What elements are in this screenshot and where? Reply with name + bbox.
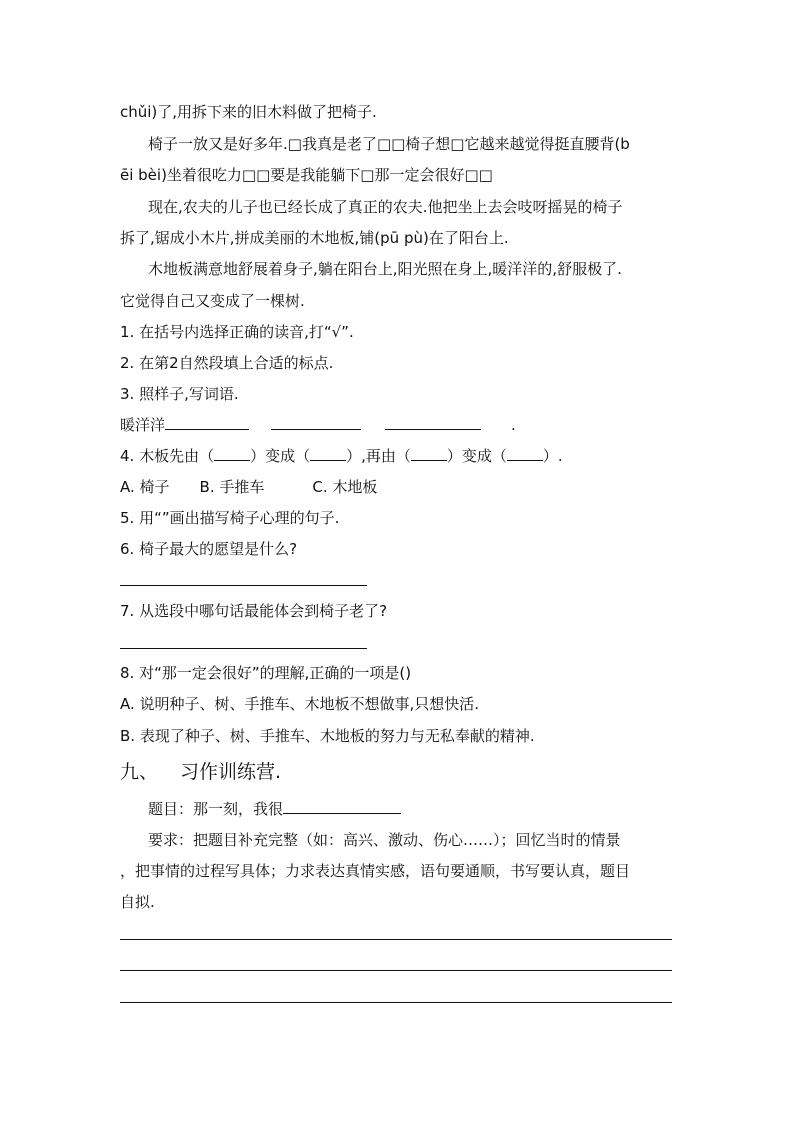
passage-p1-tail: chǔi)了,用拆下来的旧木料做了把椅子.	[120, 103, 377, 121]
q7-answer-line[interactable]	[120, 648, 367, 649]
passage-p4-line2: 它觉得自己又变成了一棵树.	[120, 292, 305, 310]
question-8: 8. 对“那一定会很好”的理解,正确的一项是()	[120, 664, 412, 682]
essay-topic	[148, 799, 401, 819]
passage-p2-line2: ēi bèi)坐着很吃力□□要是我能躺下□那一定会很好□□	[120, 166, 493, 184]
section-9-title: 习作训练营.	[180, 761, 282, 783]
q8-option-a: A. 说明种子、树、手推车、木地板不想做事,只想快活.	[120, 695, 480, 713]
q6-answer-line[interactable]	[120, 585, 367, 586]
passage-p2-line1: 椅子一放又是好多年.□我真是老了□□椅子想□它越来越觉得挺直腰背(b	[148, 135, 630, 153]
q3-example-word: 暖洋洋	[120, 416, 166, 434]
q8-option-b: B. 表现了种子、树、手推车、木地板的努力与无私奉献的精神.	[120, 727, 535, 745]
question-4	[120, 446, 563, 466]
essay-requirements-line3: 自拟.	[120, 893, 155, 911]
q3-blank-3[interactable]	[385, 415, 481, 430]
question-6: 6. 椅子最大的愿望是什么?	[120, 540, 298, 558]
question-1: 1. 在括号内选择正确的读音,打“√”.	[120, 323, 354, 341]
passage-p4-line1: 木地板满意地舒展着身子,躺在阳台上,阳光照在身上,暖洋洋的,舒服极了.	[148, 260, 622, 278]
question-4-options	[120, 477, 377, 497]
q4-blank-3[interactable]	[411, 446, 447, 461]
q3-end-mark: .	[511, 416, 516, 434]
essay-requirements-line1: 要求：把题目补充完整（如：高兴、激动、伤心……）；回忆当时的情景	[148, 831, 621, 849]
q3-blank-1[interactable]	[165, 415, 249, 430]
q4-text-e: ）.	[542, 447, 563, 465]
q4-blank-4[interactable]	[507, 446, 543, 461]
q4-option-c: C. 木地板	[312, 478, 378, 496]
passage-p3-line1: 现在,农夫的儿子也已经长成了真正的农夫.他把坐上去会吱呀摇晃的椅子	[148, 198, 623, 216]
section-9-number: 九、	[120, 761, 159, 783]
section-9-heading	[120, 760, 281, 784]
essay-topic-blank[interactable]	[283, 799, 401, 814]
question-7: 7. 从选段中哪句话最能体会到椅子老了?	[120, 602, 388, 620]
essay-writing-line-1[interactable]	[120, 939, 672, 940]
q4-text-d: ）变成（	[446, 447, 507, 465]
q4-blank-2[interactable]	[310, 446, 346, 461]
essay-writing-line-2[interactable]	[120, 970, 672, 971]
q4-option-b: B. 手推车	[199, 478, 265, 496]
q4-text-a: 4. 木板先由（	[120, 447, 215, 465]
q4-option-a: A. 椅子	[120, 478, 170, 496]
question-3-answer-row	[120, 415, 516, 435]
q4-text-c: ）,再由（	[346, 447, 411, 465]
question-3: 3. 照样子,写词语.	[120, 385, 239, 403]
question-2: 2. 在第2自然段填上合适的标点.	[120, 354, 334, 372]
q4-blank-1[interactable]	[214, 446, 250, 461]
essay-topic-label: 题目：那一刻，我很	[148, 800, 284, 818]
q3-blank-2[interactable]	[271, 415, 361, 430]
essay-requirements-line2: ，把事情的过程写具体；力求表达真情实感，语句要通顺，书写要认真，题目	[120, 862, 631, 880]
passage-p3-line2: 拆了,锯成小木片,拼成美丽的木地板,铺(pū pù)在了阳台上.	[120, 229, 509, 247]
essay-writing-line-3[interactable]	[120, 1002, 672, 1003]
question-5: 5. 用“”画出描写椅子心理的句子.	[120, 509, 340, 527]
q4-text-b: ）变成（	[250, 447, 311, 465]
